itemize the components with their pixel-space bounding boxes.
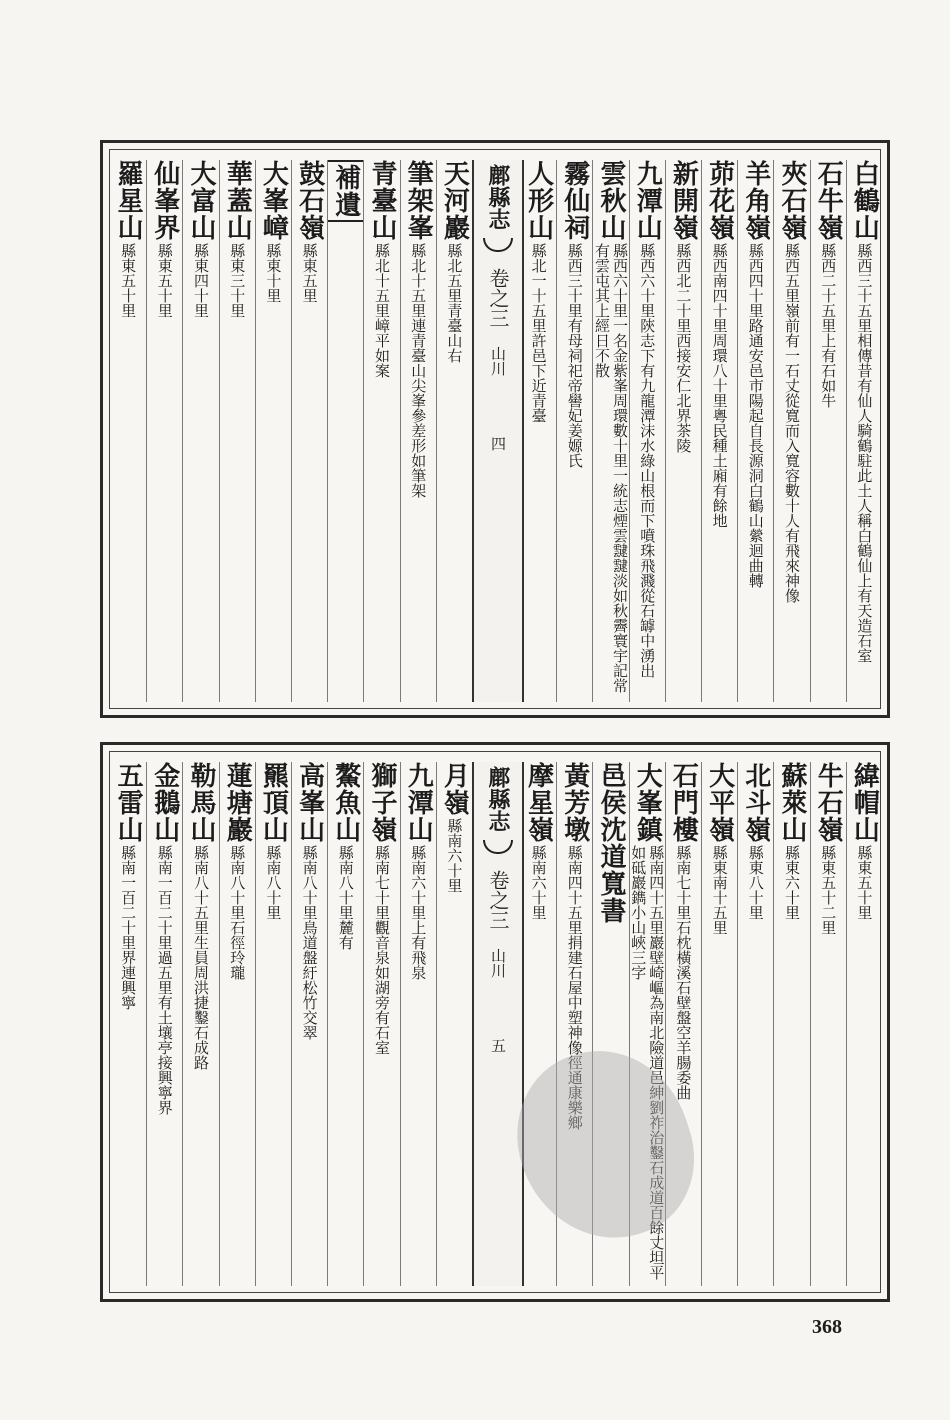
text-column bbox=[737, 160, 773, 702]
place-name: 華蓋山 bbox=[222, 160, 253, 241]
supplement-box: 補遺 bbox=[327, 160, 363, 222]
annotation-text: 縣東五里 bbox=[300, 243, 319, 303]
place-name: 霧仙祠 bbox=[559, 160, 590, 241]
annotation-text: 縣南八十里 bbox=[264, 845, 283, 920]
text-column bbox=[773, 160, 809, 702]
annotation-text: 縣西北二十里西接安仁北界茶陵 bbox=[674, 243, 693, 453]
annotation-text: 縣南七十里觀音泉如湖旁有石室 bbox=[372, 845, 391, 1055]
annotation-text: 縣南六十里 bbox=[529, 845, 548, 920]
page-number: 368 bbox=[812, 1316, 842, 1338]
text-column bbox=[520, 160, 556, 702]
place-name: 牛石嶺 bbox=[813, 762, 844, 843]
text-column bbox=[255, 160, 291, 702]
fishtail-mark-icon bbox=[483, 238, 513, 252]
place-name: 大峯嶂 bbox=[258, 160, 289, 241]
place-name: 青臺山 bbox=[366, 160, 397, 241]
place-name: 天河巖 bbox=[439, 160, 470, 241]
annotation-text: 縣西六十里一名金紫峯周環數十里一統志煙雲靆靆淡如秋霽寰宇記常有雲屯其上經日不散 bbox=[592, 243, 629, 693]
text-column bbox=[810, 762, 846, 1286]
place-name: 筆架峯 bbox=[403, 160, 434, 241]
text-column bbox=[846, 762, 882, 1286]
place-name: 蘇萊山 bbox=[776, 762, 807, 843]
text-column bbox=[327, 160, 363, 702]
top-page bbox=[100, 140, 890, 718]
text-column bbox=[110, 762, 146, 1286]
fold-strip bbox=[472, 762, 524, 1286]
text-column bbox=[400, 160, 436, 702]
place-name: 雲秋山 bbox=[595, 160, 626, 241]
annotation-text: 縣南八十里石徑玲瓏 bbox=[228, 845, 247, 980]
annotation-text: 縣西三十五里相傳昔有仙人騎鶴駐此土人稱白鶴仙上有天造石室 bbox=[855, 243, 874, 663]
text-column bbox=[219, 160, 255, 702]
text-column bbox=[327, 762, 363, 1286]
place-name: 羊角嶺 bbox=[740, 160, 771, 241]
volume-label: 卷之三 bbox=[486, 268, 510, 328]
annotation-text: 縣南八十里鳥道盤紆松竹交翠 bbox=[300, 845, 319, 1040]
text-column bbox=[701, 160, 737, 702]
place-name: 獅子嶺 bbox=[366, 762, 397, 843]
place-name: 大峯鎮 bbox=[632, 762, 663, 843]
annotation-text: 縣南六十里上有飛泉 bbox=[409, 845, 428, 980]
leaf-number: 五 bbox=[489, 1038, 507, 1053]
text-column bbox=[110, 160, 146, 702]
text-column bbox=[146, 160, 182, 702]
place-name: 仙峯界 bbox=[149, 160, 180, 241]
place-name: 夾石嶺 bbox=[776, 160, 807, 241]
text-column bbox=[219, 762, 255, 1286]
book-title: 鄜縣志 bbox=[485, 766, 511, 832]
annotation-text: 縣西二十五里上有石如牛 bbox=[819, 243, 838, 408]
annotation-text: 縣南一百二十里界連興寧 bbox=[119, 845, 138, 1010]
text-column bbox=[810, 160, 846, 702]
text-column bbox=[291, 160, 327, 702]
annotation-text: 縣東五十里 bbox=[855, 845, 874, 920]
section-label: 山川 bbox=[489, 948, 507, 978]
place-name: 白鶴山 bbox=[849, 160, 880, 241]
annotation-text: 縣東南十五里 bbox=[710, 845, 729, 935]
place-name: 黃芳墩 bbox=[559, 762, 590, 843]
annotation-text: 縣南八十五里生員周洪捷鑿石成路 bbox=[191, 845, 210, 1070]
place-name: 鰲魚山 bbox=[330, 762, 361, 843]
annotation-text: 縣北一十五里許邑下近青臺 bbox=[529, 243, 548, 423]
place-name: 石牛嶺 bbox=[813, 160, 844, 241]
leaf-number: 四 bbox=[489, 436, 507, 451]
place-name: 茆花嶺 bbox=[704, 160, 735, 241]
annotation-text: 縣東五十里 bbox=[119, 243, 138, 318]
text-column bbox=[363, 762, 399, 1286]
annotation-text: 縣南一百二十里過五里有土壤亭接興寧界 bbox=[155, 845, 174, 1115]
text-column bbox=[146, 762, 182, 1286]
text-column bbox=[773, 762, 809, 1286]
annotation-text: 縣西南四十里周環八十里粵民種土廂有餘地 bbox=[710, 243, 729, 528]
annotation-text: 縣南四十五里捐建石屋中塑神像徑通康樂鄉 bbox=[565, 845, 584, 1130]
annotation-text: 縣西三十里有母祠祀帝嚳妃姜嫄氏 bbox=[565, 243, 584, 468]
text-column bbox=[846, 160, 882, 702]
place-name: 蓮塘巖 bbox=[222, 762, 253, 843]
annotation-text: 縣北十五里嶂平如案 bbox=[372, 243, 391, 378]
text-column bbox=[556, 160, 592, 702]
place-name: 人形山 bbox=[523, 160, 554, 241]
volume-label: 卷之三 bbox=[486, 870, 510, 930]
annotation-text: 縣南七十里石枕橫溪石壁盤空羊腸委曲 bbox=[674, 845, 693, 1100]
text-column bbox=[436, 160, 472, 702]
place-name: 勒馬山 bbox=[185, 762, 216, 843]
book-title: 鄜縣志 bbox=[485, 164, 511, 230]
annotation-text: 縣東八十里 bbox=[746, 845, 765, 920]
text-column bbox=[255, 762, 291, 1286]
place-name: 鼓石嶺 bbox=[294, 160, 325, 241]
place-name: 摩星嶺 bbox=[523, 762, 554, 843]
supplement-heading bbox=[327, 160, 363, 222]
annotation-text: 縣東六十里 bbox=[782, 845, 801, 920]
top-page-frame bbox=[109, 149, 881, 709]
place-name: 月嶺 bbox=[439, 762, 470, 816]
place-name: 新開嶺 bbox=[668, 160, 699, 241]
place-name: 緯帽山 bbox=[849, 762, 880, 843]
place-name: 大富山 bbox=[185, 160, 216, 241]
annotation-text: 縣東四十里 bbox=[191, 243, 210, 318]
fold-strip bbox=[472, 160, 524, 702]
place-name: 羅星山 bbox=[113, 160, 144, 241]
bottom-page-frame bbox=[109, 751, 881, 1293]
section-label: 山川 bbox=[489, 346, 507, 376]
text-column bbox=[665, 160, 701, 702]
text-column bbox=[291, 762, 327, 1286]
annotation-text: 縣東五十二里 bbox=[819, 845, 838, 935]
place-name: 石門樓 bbox=[668, 762, 699, 843]
place-name: 九潭山 bbox=[632, 160, 663, 241]
place-name: 高峯山 bbox=[294, 762, 325, 843]
text-column bbox=[701, 762, 737, 1286]
annotation-text: 縣東十里 bbox=[264, 243, 283, 303]
annotation-text: 縣西四十里路通安邑市陽起自長源洞白鶴山縈迴曲轉 bbox=[746, 243, 765, 588]
place-name: 五雷山 bbox=[113, 762, 144, 843]
place-name: 羆頂山 bbox=[258, 762, 289, 843]
annotation-text: 縣南六十里 bbox=[445, 818, 464, 893]
place-name: 金鵝山 bbox=[149, 762, 180, 843]
place-name: 大平嶺 bbox=[704, 762, 735, 843]
annotation-text: 縣南四十五里巖壁崎嶇為南北險道邑紳劉祚治鑿石成道百餘丈坦平如砥巖鐫小山峽三字 bbox=[629, 845, 665, 1280]
text-column bbox=[182, 762, 218, 1286]
text-column bbox=[436, 762, 472, 1286]
text-column bbox=[363, 160, 399, 702]
text-column bbox=[592, 160, 628, 702]
annotation-text: 縣北十五里連青臺山尖峯參差形如筆架 bbox=[409, 243, 428, 498]
annotation-text: 縣東三十里 bbox=[228, 243, 247, 318]
annotation-text: 縣西五里嶺前有一石丈從寬而入寬容數十人有飛來神像 bbox=[782, 243, 801, 603]
place-name: 邑侯沈道寬書 bbox=[595, 762, 626, 924]
fishtail-mark-icon bbox=[483, 840, 513, 854]
annotation-text: 縣西六十里陝志下有九龍潭沫水綠山根而下噴珠飛濺從石罅中湧出 bbox=[638, 243, 657, 678]
bottom-page bbox=[100, 742, 890, 1302]
text-column bbox=[629, 160, 665, 702]
text-column bbox=[182, 160, 218, 702]
place-name: 北斗嶺 bbox=[740, 762, 771, 843]
annotation-text: 縣北五里青臺山右 bbox=[445, 243, 464, 363]
annotation-text: 縣南八十里麓有 bbox=[336, 845, 355, 950]
text-column bbox=[737, 762, 773, 1286]
text-column bbox=[400, 762, 436, 1286]
annotation-text: 縣東五十里 bbox=[155, 243, 174, 318]
place-name: 九潭山 bbox=[403, 762, 434, 843]
